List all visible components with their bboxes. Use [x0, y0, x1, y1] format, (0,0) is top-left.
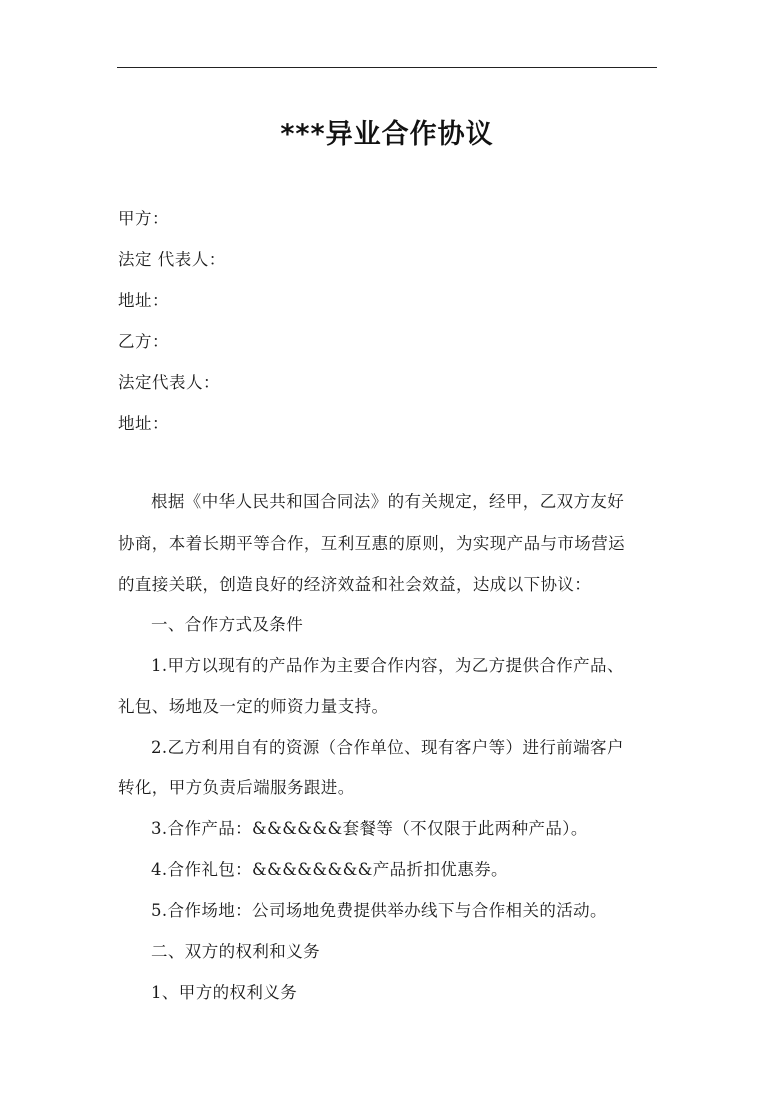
section-heading-rights: 二、双方的权利和义务	[151, 942, 320, 961]
party-a-label: 甲方：	[118, 209, 169, 228]
document-title: ***异业合作协议	[280, 119, 494, 150]
clause-line: 4.合作礼包：&&&&&&&&产品折扣优惠券。	[151, 860, 508, 879]
subsection-heading-party-a: 1、甲方的权利义务	[151, 983, 298, 1002]
party-a-address-label: 地址：	[118, 291, 169, 310]
header-rule	[117, 67, 657, 68]
preamble-line: 的直接关联，创造良好的经济效益和社会效益，达成以下协议：	[118, 575, 592, 594]
clause-line: 2.乙方利用自有的资源（合作单位、现有客户等）进行前端客户	[151, 738, 624, 757]
clause-line: 转化，甲方负责后端服务跟进。	[118, 778, 355, 797]
section-heading-cooperation: 一、合作方式及条件	[151, 615, 304, 634]
preamble-line: 协商，本着长期平等合作，互利互惠的原则，为实现产品与市场营运	[118, 534, 625, 553]
party-b-representative-label: 法定代表人：	[118, 373, 220, 392]
party-a-representative-label: 法定 代表人：	[118, 250, 226, 269]
clause-line: 礼包、场地及一定的师资力量支持。	[118, 697, 389, 716]
clause-line: 3.合作产品：&&&&&&套餐等（不仅限于此两种产品）。	[151, 819, 588, 838]
party-b-label: 乙方：	[118, 332, 169, 351]
clause-line: 1.甲方以现有的产品作为主要合作内容，为乙方提供合作产品、	[151, 656, 624, 675]
party-b-address-label: 地址：	[118, 414, 169, 433]
preamble-line: 根据《中华人民共和国合同法》的有关规定，经甲，乙双方友好	[151, 492, 625, 511]
clause-line: 5.合作场地：公司场地免费提供举办线下与合作相关的活动。	[151, 901, 607, 920]
